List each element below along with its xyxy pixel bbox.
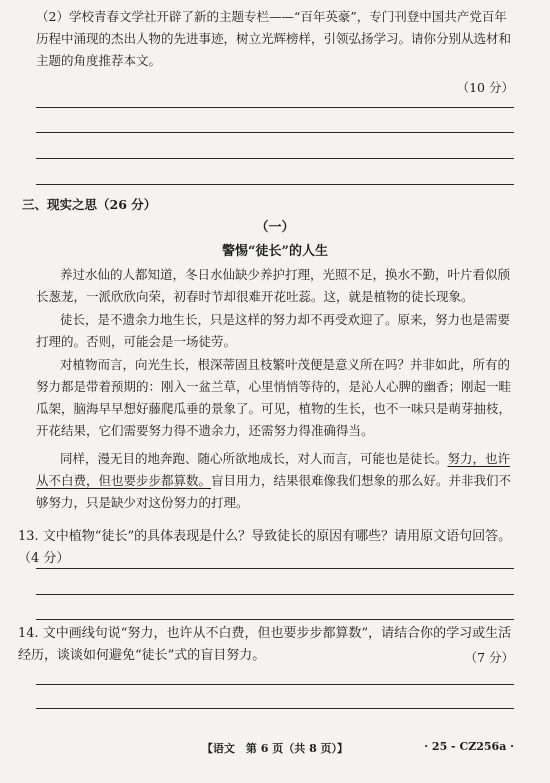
passage-paragraph-3: 对植物而言，向光生长，根深蒂固且枝繁叶茂便是意义所在吗？并非如此，所有的努力都是带着预期的：刚入一盆兰草，心里悄悄等待的，是沁人心脾的幽香；刚起一畦瓜架，脑海早早想好藤爬瓜垂的景象了。可见，植物的生长，也不一味只是萌芽抽枝，开花结果，它们需要努力得不遗余力，还需努力得准确得当。 <box>36 357 512 438</box>
passage-part-label: （一） <box>255 220 295 235</box>
passage-paragraph-2: 徒长，是不遗余力地生长，只是这样的努力却不再受欢迎了。原来，努力也是需要打理的。否则，可能会是一场徒劳。 <box>36 312 511 349</box>
question-13-text: 13. 文中植物“徒长”的具体表现是什么？导致徒长的原因有哪些？请用原文语句回答。（4 分） <box>18 529 512 566</box>
page-footer: 【语文 第 6 页（共 8 页）】 <box>201 742 349 755</box>
answer-line[interactable] <box>36 568 514 569</box>
answer-line[interactable] <box>36 158 514 159</box>
underlined-sentence: 努力，也许从不白费，但也要步步都算数。 <box>36 451 511 488</box>
passage-title: 警惕“徒长”的人生 <box>222 244 328 259</box>
answer-line[interactable] <box>36 107 514 108</box>
passage-paragraph-1: 养过水仙的人都知道，冬日水仙缺少养护打理，光照不足，换水不勤，叶片看似颀长葱茏，一派欣欣向荣，初春时节却很难开花吐蕊。这，就是植物的徒长现象。 <box>36 267 511 304</box>
section-3-heading: 三、现实之思（26 分） <box>22 197 157 212</box>
paragraph-4-intro: 同样，漫无目的地奔跑、随心所欲地成长，对人而言，可能也是徒长。 <box>60 451 448 466</box>
answer-line[interactable] <box>36 132 514 133</box>
paragraph-4-rest: 盲目用力，结果很难像我们想象的那么好。并非我们不够努力，只是缺少对这份努力的打理。 <box>36 473 512 510</box>
question-14-text: 14. 文中画线句说“努力，也许从不白费，但也要步步都算数”，请结合你的学习或生活经历，谈谈如何避免“徒长”式的盲目努力。 <box>18 626 512 663</box>
answer-line[interactable] <box>36 184 514 185</box>
question-2-text: （2）学校青春文学社开辟了新的主题专栏——“百年英豪”，专门刊登中国共产党百年历程中涌现的杰出人物的先进事迹，树立光辉榜样，引领弘扬学习。请你分别从选材和主题的角度推荐本文。 <box>36 9 512 68</box>
question-2-score: （10 分） <box>456 80 514 95</box>
question-14-score: （7 分） <box>464 650 514 665</box>
answer-line[interactable] <box>36 619 514 620</box>
exam-code: · 25 - CZ256a · <box>424 740 514 753</box>
answer-line[interactable] <box>36 708 514 709</box>
answer-line[interactable] <box>36 594 514 595</box>
passage-paragraph-4 <box>36 448 514 514</box>
answer-line[interactable] <box>36 684 514 685</box>
